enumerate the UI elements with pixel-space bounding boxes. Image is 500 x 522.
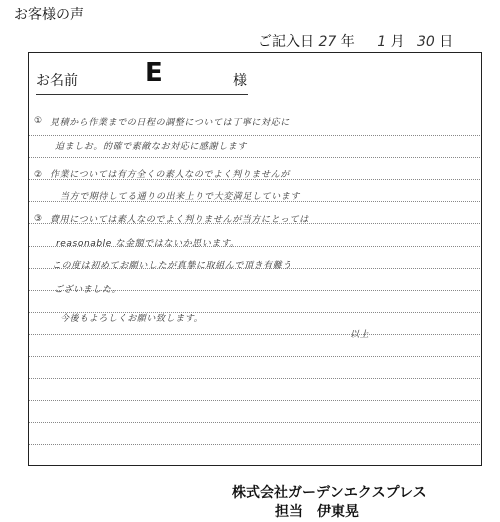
- date-day-unit: 日: [439, 34, 454, 50]
- comment-line: 当方で期待してる通りの出来上りで大変満足しています: [60, 192, 301, 202]
- comment-marker: ①: [34, 116, 43, 126]
- rule-line: [29, 444, 480, 445]
- comment-line: 費用については素人なのでよく判りませんが当方にとっては: [50, 215, 309, 225]
- name-label: お名前: [36, 73, 78, 89]
- comment-line: reasonable な金額ではないか思います。: [56, 239, 240, 249]
- comment-line: この度は初めてお願いしたが真摯に取組んで頂き有難う: [52, 261, 293, 271]
- staff-name: 担当 伊東晃: [275, 504, 359, 520]
- rule-line: [29, 422, 480, 423]
- comment-line: 作業については有方全くの素人なのでよく判りませんが: [50, 170, 290, 180]
- date-year: 27: [318, 34, 337, 50]
- customer-name: E: [145, 58, 163, 88]
- date-field: [258, 31, 453, 51]
- date-day: 30: [417, 34, 435, 50]
- rule-line: [29, 334, 480, 335]
- comment-line: 迫ましお。的確で素敵なお対応に感謝します: [55, 142, 248, 152]
- company-name: 株式会社ガーデンエクスプレス: [232, 485, 427, 501]
- rule-line: [29, 157, 480, 158]
- rule-line: [29, 135, 480, 136]
- rule-line: [29, 378, 480, 379]
- comment-marker: ③: [34, 214, 43, 224]
- closing-remark: 以上: [350, 330, 370, 340]
- comment-line: ございました。: [54, 285, 122, 295]
- comment-marker: ②: [34, 170, 43, 180]
- name-suffix: 様: [233, 73, 247, 89]
- date-month-unit: 月: [390, 34, 405, 50]
- date-year-unit: 年: [340, 34, 355, 50]
- comment-line: 見積から作業までの日程の調整については丁寧に対応に: [50, 118, 290, 128]
- rule-line: [29, 400, 480, 401]
- page-title: お客様の声: [14, 7, 84, 23]
- comment-line: 今後もよろしくお願い致します。: [60, 314, 204, 324]
- date-month: 1: [377, 34, 387, 50]
- rule-line: [29, 356, 480, 357]
- date-label: ご記入日: [258, 34, 314, 50]
